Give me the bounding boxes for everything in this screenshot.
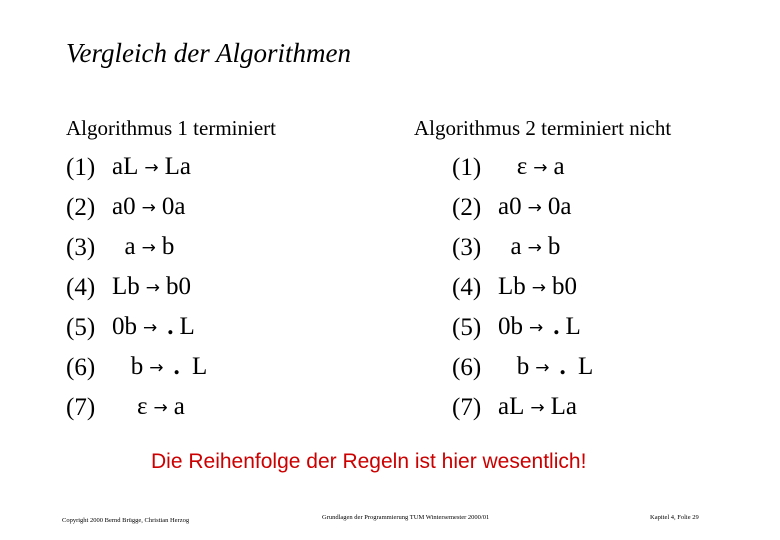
rule-row — [66, 388, 207, 428]
rule-rhs: L — [185, 353, 208, 380]
arrow-icon: → — [527, 198, 542, 218]
arrow-icon: → — [143, 318, 158, 338]
rule-rhs: a — [553, 153, 565, 180]
rule-lhs: Lb — [112, 273, 140, 300]
rule-expression — [112, 347, 207, 389]
rule-row — [66, 228, 207, 268]
arrow-icon: → — [533, 158, 548, 178]
arrow-icon: → — [141, 238, 156, 258]
rule-expression — [498, 267, 577, 309]
rule-number: (7) — [452, 394, 482, 421]
rule-expression — [112, 267, 191, 309]
rule-lhs: Lb — [498, 273, 526, 300]
rule-dot: . — [559, 353, 566, 380]
rule-row — [452, 308, 593, 348]
rule-rhs: 0a — [161, 193, 186, 220]
rule-rhs: L — [571, 353, 594, 380]
footer-slide-number: Kapitel 4, Folie 29 — [650, 514, 699, 521]
rule-expression — [112, 227, 174, 269]
rule-expression — [112, 187, 185, 229]
rule-expression — [498, 307, 581, 349]
rule-number: (4) — [66, 274, 96, 301]
rule-dot: . — [173, 353, 180, 380]
arrow-icon: → — [529, 318, 544, 338]
rule-number: (3) — [452, 234, 482, 261]
arrow-icon: → — [149, 358, 164, 378]
column-heading-algorithm-2: Algorithmus 2 terminiert nicht — [414, 116, 672, 140]
note-text: Die Reihenfolge der Regeln ist hier wesentlich! — [151, 450, 587, 473]
rule-lhs: a — [498, 233, 522, 260]
rule-expression — [498, 187, 571, 229]
rule-lhs: 0b — [498, 313, 523, 340]
rule-row — [452, 268, 593, 308]
rule-lhs: ε — [112, 393, 148, 420]
rule-lhs: a — [112, 233, 136, 260]
rule-row — [66, 188, 207, 228]
rule-row — [452, 228, 593, 268]
rule-number: (4) — [452, 274, 482, 301]
rule-lhs: ε — [498, 153, 528, 180]
arrow-icon: → — [145, 278, 161, 298]
rule-rhs: b0 — [552, 273, 578, 300]
rule-row — [66, 308, 207, 348]
rule-expression — [112, 307, 195, 349]
rule-rhs: L — [565, 313, 581, 340]
rule-rhs: b0 — [166, 273, 192, 300]
rule-expression — [498, 227, 560, 269]
rule-number: (6) — [452, 354, 482, 381]
rule-expression — [112, 147, 191, 189]
rule-lhs: aL — [498, 393, 525, 420]
rule-number: (5) — [66, 314, 96, 341]
rule-list-algorithm-1 — [66, 148, 207, 428]
rule-number: (5) — [452, 314, 482, 341]
arrow-icon: → — [535, 358, 550, 378]
slide-title: Vergleich der Algorithmen — [66, 38, 351, 68]
rule-number: (2) — [452, 194, 482, 221]
rule-rhs: b — [547, 233, 561, 260]
arrow-icon: → — [153, 398, 168, 418]
rule-expression — [498, 347, 593, 389]
rule-list-algorithm-2 — [452, 148, 593, 428]
arrow-icon: → — [141, 198, 156, 218]
footer-course: Grundlagen der Programmierung TUM Wintersemester 2000/01 — [322, 514, 490, 521]
rule-rhs: b — [161, 233, 175, 260]
footer-copyright: Copyright 2000 Bernd Brügge, Christian Herzog — [62, 517, 190, 524]
rule-expression — [498, 147, 565, 189]
rule-number: (1) — [66, 154, 96, 181]
rule-number: (1) — [452, 154, 482, 181]
rule-rhs: a — [173, 393, 185, 420]
column-heading-algorithm-1: Algorithmus 1 terminiert — [66, 116, 276, 140]
rule-number: (3) — [66, 234, 96, 261]
rule-rhs: 0a — [547, 193, 572, 220]
arrow-icon: → — [531, 278, 547, 298]
rule-rhs: La — [550, 393, 577, 420]
rule-rhs: La — [164, 153, 191, 180]
rule-expression — [112, 387, 185, 429]
rule-lhs: a0 — [498, 193, 522, 220]
rule-row — [452, 348, 593, 388]
rule-row — [452, 148, 593, 188]
rule-dot: . — [553, 313, 560, 340]
rule-dot: . — [167, 313, 174, 340]
arrow-icon: → — [530, 398, 545, 418]
rule-row — [452, 188, 593, 228]
arrow-icon: → — [144, 158, 159, 178]
rule-row — [452, 388, 593, 428]
rule-number: (2) — [66, 194, 96, 221]
rule-row — [66, 148, 207, 188]
rule-lhs: 0b — [112, 313, 137, 340]
rule-lhs: b — [112, 353, 144, 380]
rule-expression — [498, 387, 577, 429]
rule-number: (7) — [66, 394, 96, 421]
rule-lhs: b — [498, 353, 530, 380]
rule-row — [66, 348, 207, 388]
rule-lhs: a0 — [112, 193, 136, 220]
arrow-icon: → — [527, 238, 542, 258]
rule-rhs: L — [179, 313, 195, 340]
rule-lhs: aL — [112, 153, 139, 180]
rule-row — [66, 268, 207, 308]
rule-number: (6) — [66, 354, 96, 381]
